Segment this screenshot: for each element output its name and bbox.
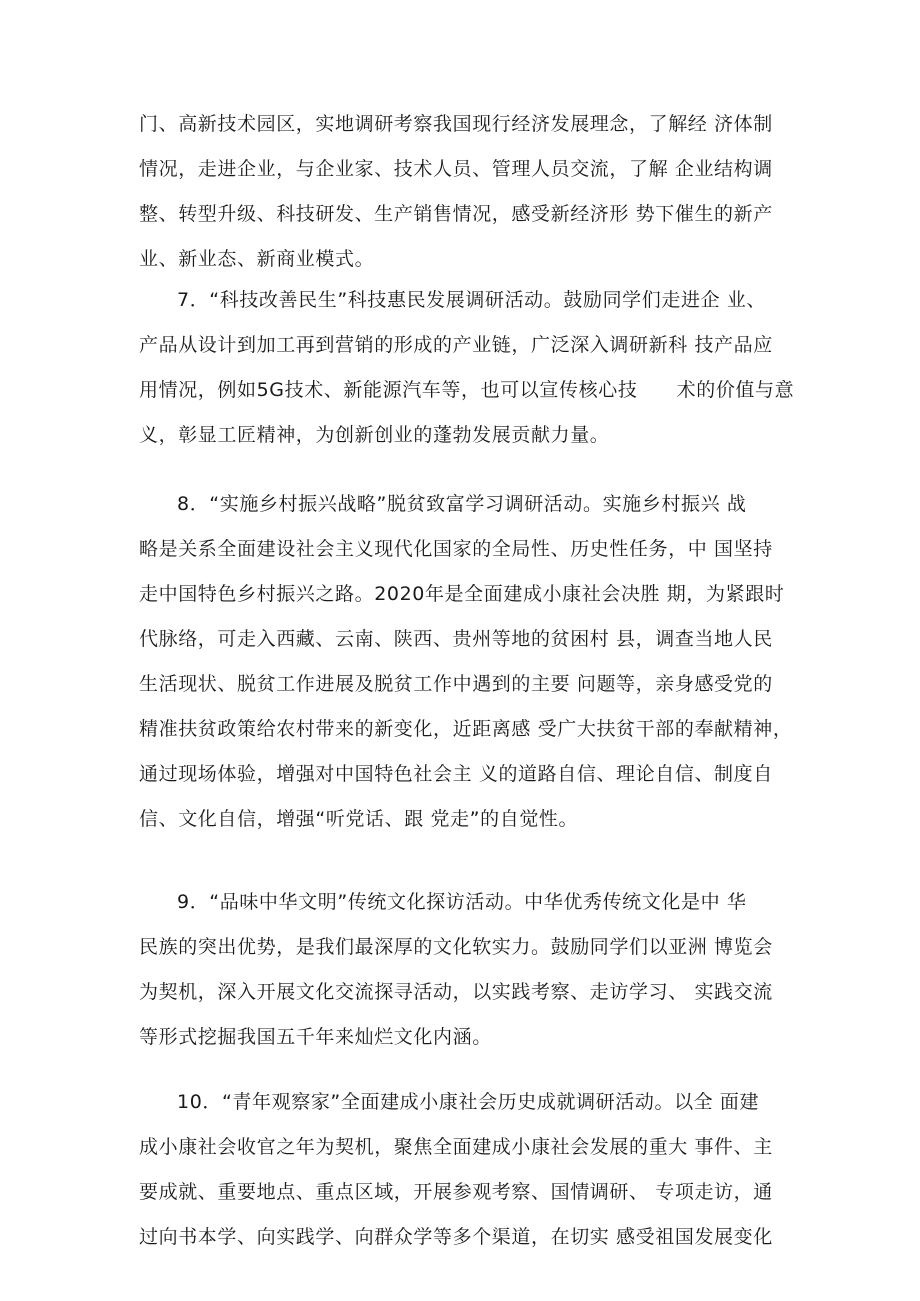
text-line: 情况，走进企业，与企业家、技术人员、管理人员交流，了解 企业结构调 (139, 158, 773, 180)
paragraph-continuation (139, 102, 789, 282)
text-line: 门、高新技术园区，实地调研考察我国现行经济发展理念，了解经 济体制 (139, 113, 773, 135)
paragraph-item-7 (139, 278, 795, 458)
text-line: 通过现场体验，增强对中国特色社会主 义的道路自信、理论自信、制度自 (139, 763, 773, 785)
text-line: 精准扶贫政策给农村带来的新变化，近距离感 受广大扶贫干部的奉献精神， (139, 718, 793, 740)
text-line: 民族的突出优势，是我们最深厚的文化软实力。鼓励同学们以亚洲 博览会 (139, 936, 773, 958)
text-line: 信、文化自信，增强“听党话、跟 党走”的自觉性。 (139, 808, 579, 830)
text-line: 10．“青年观察家”全面建成小康社会历史成就调研活动。以全 面建 (177, 1091, 760, 1113)
text-line: 9．“品味中华文明”传统文化探访活动。中华优秀传统文化是中 华 (177, 891, 747, 913)
text-line: 义，彰显工匠精神，为创新创业的蓬勃发展贡献力量。 (139, 424, 610, 446)
text-line: 用情况，例如5G技术、新能源汽车等，也可以宣传核心技 术的价值与意 (139, 379, 795, 401)
text-line: 成小康社会收官之年为契机，聚焦全面建成小康社会发展的重大 事件、主 (139, 1136, 773, 1158)
text-line: 业、新业态、新商业模式。 (139, 248, 375, 270)
text-line: 要成就、重要地点、重点区域，开展参观考察、国情调研、 专项走访，通 (139, 1181, 773, 1203)
text-line: 代脉络，可走入西藏、云南、陕西、贵州等地的贫困村 县，调查当地人民 (139, 628, 773, 650)
text-line: 产品从设计到加工再到营销的形成的产业链，广泛深入调研新科 技产品应 (139, 334, 773, 356)
paragraph-item-10 (139, 1080, 789, 1260)
text-line: 为契机，深入开展文化交流探寻活动，以实践考察、走访学习、 实践交流 (139, 981, 773, 1003)
paragraph-item-8 (139, 482, 793, 842)
text-line: 生活现状、脱贫工作进展及脱贫工作中遇到的主要 问题等，亲身感受党的 (139, 673, 773, 695)
text-line: 整、转型升级、科技研发、生产销售情况，感受新经济形 势下催生的新产 (139, 203, 773, 225)
text-line: 等形式挖掘我国五千年来灿烂文化内涵。 (139, 1026, 492, 1048)
text-line: 略是关系全面建设社会主义现代化国家的全局性、历史性任务，中 国坚持 (139, 538, 773, 560)
text-line: 过向书本学、向实践学、向群众学等多个渠道，在切实 感受祖国发展变化 (139, 1226, 773, 1248)
text-line: 走中国特色乡村振兴之路。2020年是全面建成小康社会决胜 期，为紧跟时 (139, 583, 785, 605)
text-line: 8．“实施乡村振兴战略”脱贫致富学习调研活动。实施乡村振兴 战 (177, 493, 747, 515)
paragraph-item-9 (139, 880, 789, 1060)
text-line: 7．“科技改善民生”科技惠民发展调研活动。鼓励同学们走进企 业、 (177, 289, 767, 311)
